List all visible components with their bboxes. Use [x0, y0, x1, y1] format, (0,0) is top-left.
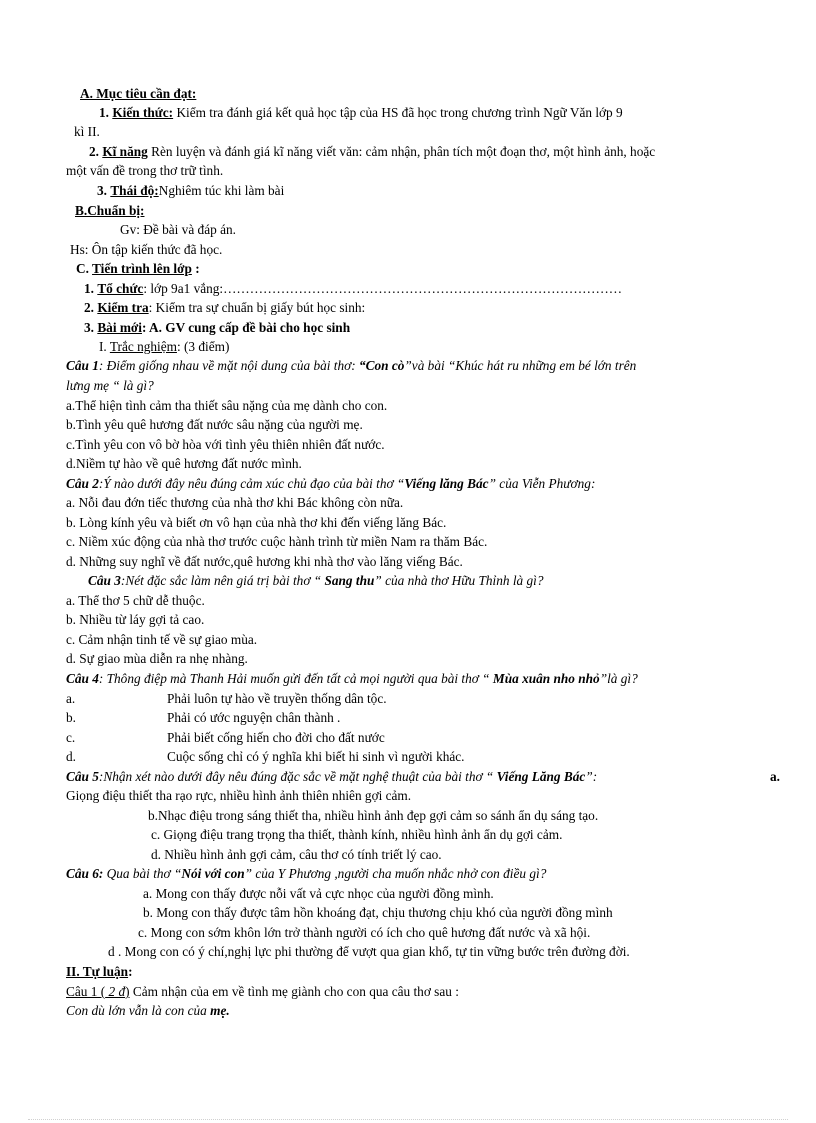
student-prep: Hs: Ôn tập kiến thức đã học.	[70, 242, 223, 257]
part-1-title: I. Trắc nghiệm: (3 điểm)	[99, 339, 230, 354]
q2-option-b: b. Lòng kính yêu và biết ơn vô hạn của nhà thơ khi đến viếng lăng Bác.	[66, 515, 447, 530]
q6-option-a: a. Mong con thấy được nỗi vất vả cực nhọc của người đồng mình.	[143, 886, 494, 901]
q3-option-d: d. Sự giao mùa diễn ra nhẹ nhàng.	[66, 651, 248, 666]
section-b-title: B.Chuẩn bị:	[75, 203, 145, 218]
essay-question-1: Câu 1 ( 2 đ) Cảm nhận của em về tình mẹ giành cho con qua câu thơ sau :	[66, 984, 459, 999]
q2-option-d: d. Những suy nghĩ về đất nước,quê hương khi nhà thơ vào lăng viếng Bác.	[66, 554, 463, 569]
question-2: Câu 2:Ý nào dưới đây nêu đúng cảm xúc chủ đạo của bài thơ “Viếng lăng Bác” của Viễn Phương:	[66, 476, 596, 491]
q6-option-d: d . Mong con có ý chí,nghị lực phi thường để vượt qua gian khổ, tự tin vững bước trên đường đời.	[108, 944, 630, 959]
teacher-prep: Gv: Đề bài và đáp án.	[120, 222, 236, 237]
q5-option-c: c. Giọng điệu trang trọng tha thiết, thành kính, nhiều hình ảnh ẩn dụ gợi cảm.	[151, 827, 563, 842]
q1-option-d: d.Niềm tự hào về quê hương đất nước mình.	[66, 456, 302, 471]
q4-option-b-letter: b.	[66, 710, 76, 725]
skill-line: 2. Kĩ năng Rèn luyện và đánh giá kĩ năng viết văn: cảm nhận, phân tích một đoạn thơ, một hình ảnh, hoặc	[89, 144, 656, 159]
q1-option-a: a.Thể hiện tình cảm tha thiết sâu nặng của mẹ dành cho con.	[66, 398, 388, 413]
q3-option-c: c. Cảm nhận tinh tế về sự giao mùa.	[66, 632, 258, 647]
page-bottom-rule	[28, 1119, 788, 1120]
q3-option-a: a. Thể thơ 5 chữ dễ thuộc.	[66, 593, 205, 608]
question-6: Câu 6: Qua bài thơ “Nói với con” của Y Phương ,người cha muốn nhắc nhở con điều gì?	[66, 866, 547, 881]
q5-option-b: b.Nhạc điệu trong sáng thiết tha, nhiều hình ảnh đẹp gợi cảm so sánh ẩn dụ sáng tạo.	[148, 808, 599, 823]
q4-option-c-letter: c.	[66, 730, 76, 745]
q4-option-d-letter: d.	[66, 749, 76, 764]
knowledge-cont: kì II.	[74, 124, 100, 139]
q6-option-c: c. Mong con sớm khôn lớn trở thành người có ích cho quê hương đất nước và xã hội.	[138, 925, 591, 940]
q4-option-b: Phải có ước nguyện chân thành .	[167, 710, 341, 725]
skill-cont: một vấn đề trong thơ trữ tình.	[66, 163, 224, 178]
question-5: Câu 5:Nhận xét nào dưới đây nêu đúng đặc sắc về mặt nghệ thuật của bài thơ “ Viếng Lăng Bác”:	[66, 769, 598, 784]
essay-quote: Con dù lớn vẫn là con của mẹ.	[66, 1003, 230, 1018]
q2-option-a: a. Nỗi đau đớn tiếc thương của nhà thơ khi Bác không còn nữa.	[66, 495, 404, 510]
step-2: 2. Kiểm tra: Kiểm tra sự chuẩn bị giấy bút học sinh:	[84, 300, 366, 315]
q4-option-d: Cuộc sống chỉ có ý nghĩa khi biết hi sinh vì người khác.	[167, 749, 465, 764]
question-1-cont: lưng mẹ “ là gì?	[66, 378, 154, 393]
step-1: 1. Tổ chức: lớp 9a1 vắng:………………………………………………………………………………	[84, 281, 623, 296]
q1-option-b: b.Tình yêu quê hương đất nước sâu nặng của người mẹ.	[66, 417, 363, 432]
step-3: 3. Bài mới: A. GV cung cấp đề bài cho học sinh	[84, 320, 351, 335]
q5-option-a-letter: a.	[770, 769, 780, 784]
question-1: Câu 1: Điểm giống nhau về mặt nội dung của bài thơ: “Con cò”và bài “Khúc hát ru những em bé lớn trên	[66, 358, 637, 373]
q5-option-a: Giọng điệu thiết tha rạo rực, nhiều hình ảnh thiên nhiên gợi cảm.	[66, 788, 412, 803]
knowledge-line: 1. Kiến thức: Kiểm tra đánh giá kết quả học tập của HS đã học trong chương trình Ngữ Văn lớp 9	[99, 105, 623, 120]
part-2-title: II. Tự luận:	[66, 964, 133, 979]
question-3: Câu 3:Nét đặc sắc làm nên giá trị bài thơ “ Sang thu” của nhà thơ Hữu Thỉnh là gì?	[88, 573, 544, 588]
q1-option-c: c.Tình yêu con vô bờ hòa với tình yêu thiên nhiên đất nước.	[66, 437, 385, 452]
question-4: Câu 4: Thông điệp mà Thanh Hải muốn gửi đến tất cả mọi người qua bài thơ “ Mùa xuân nho nhỏ”là gì?	[66, 671, 638, 686]
q4-option-a-letter: a.	[66, 691, 76, 706]
q2-option-c: c. Niềm xúc động của nhà thơ trước cuộc hành trình từ miền Nam ra thăm Bác.	[66, 534, 488, 549]
attitude-line: 3. Thái độ:Nghiêm túc khi làm bài	[97, 183, 285, 198]
q6-option-b: b. Mong con thấy được tâm hồn khoáng đạt, chịu thương chịu khó của người đồng mình	[143, 905, 613, 920]
q5-option-d: d. Nhiều hình ảnh gợi cảm, câu thơ có tính triết lý cao.	[151, 847, 442, 862]
section-a-title: A. Mục tiêu cần đạt:	[80, 86, 197, 101]
q3-option-b: b. Nhiều từ láy gợi tả cao.	[66, 612, 205, 627]
q4-option-a: Phải luôn tự hào về truyền thống dân tộc.	[167, 691, 387, 706]
section-c-title: C. Tiến trình lên lớp :	[76, 261, 200, 276]
q4-option-c: Phải biết cống hiến cho đời cho đất nước	[167, 730, 385, 745]
